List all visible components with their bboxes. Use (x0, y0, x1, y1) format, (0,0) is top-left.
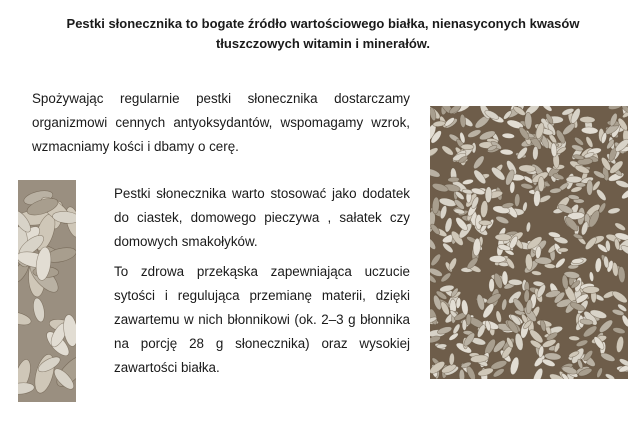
sunflower-seeds-closeup-photo (18, 180, 76, 402)
slide-title-line-2: tłuszczowych witamin i minerałów. (215, 36, 431, 51)
intro-paragraph: Spożywając regularnie pestki słonecznika dostarczamy organizmowi cennych antyoksydantów, wspomagamy wzrok, wzmacniamy kości i dbamy o cerę. (32, 91, 410, 154)
body-paragraph-uses: Pestki słonecznika warto stosować jako dodatek do ciastek, domowego pieczywa , sałatek czy domowych smakołyków. (114, 186, 410, 249)
body-paragraph-health: To zdrowa przekąska zapewniająca uczucie sytości i regulująca przemianę materii, dzięki zawartemu w nich błonnikowi (ok. 2–3 g błonnika na porcję 28 g słonecznika) oraz wysokiej zawartości białka. (114, 264, 410, 375)
sunflower-seeds-closeup-image (18, 180, 76, 402)
sunflower-seeds-pile-photo (430, 106, 628, 379)
slide-title (28, 14, 618, 54)
sunflower-seeds-pile-image (430, 106, 628, 379)
body-text (114, 182, 410, 386)
slide-title-line-1: Pestki słonecznika to bogate źródło wartościowego białka, nienasyconych kwasów (66, 16, 580, 31)
